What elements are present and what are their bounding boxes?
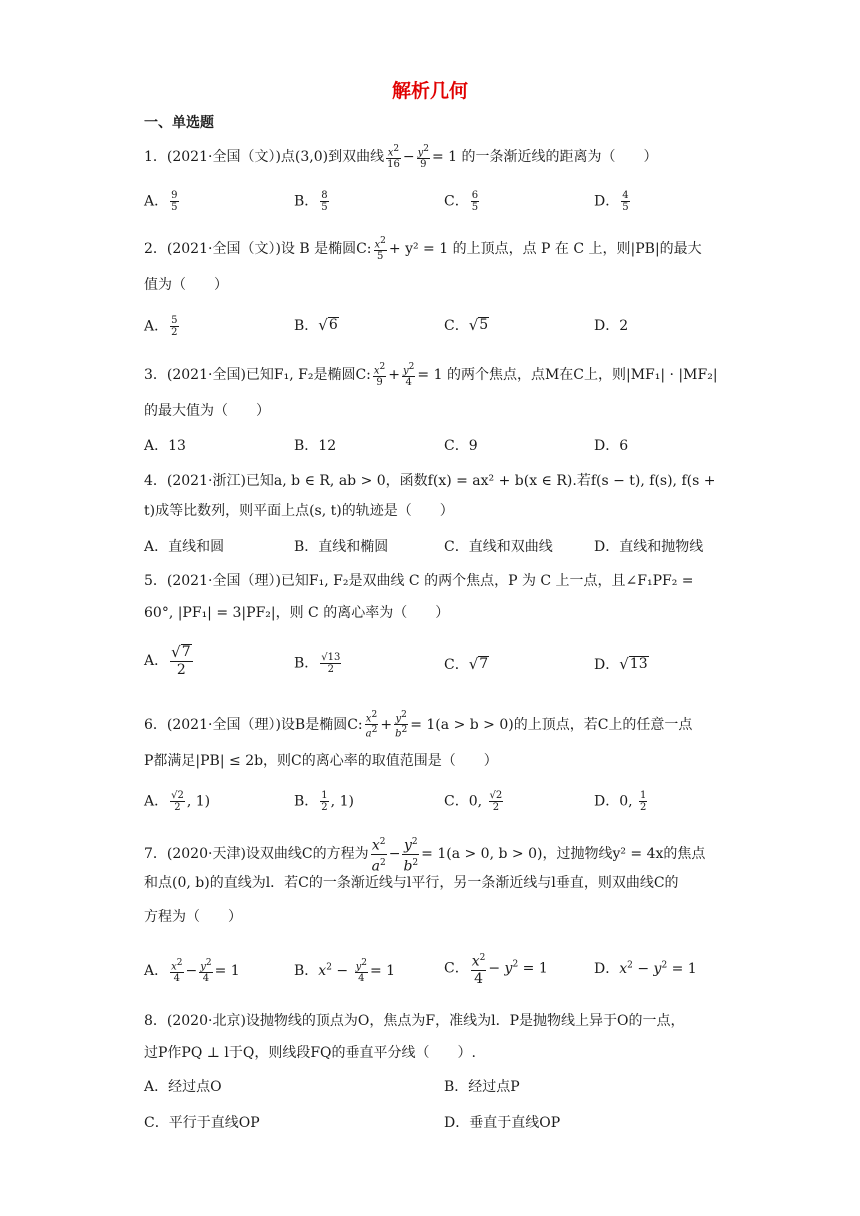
question-8-option-a[interactable]: A．经过点O xyxy=(144,1079,222,1095)
question-2-option-b[interactable]: B． √ 6 xyxy=(294,316,338,334)
question-2-stem-line-2: 值为（ ） xyxy=(144,277,228,293)
question-8-stem-line-2: 过P作PQ ⊥ l于Q，则线段FQ的垂直平分线（ ）. xyxy=(144,1045,476,1061)
question-3-stem-line-2: 的最大值为（ ） xyxy=(144,403,270,419)
question-1-stem: 1．(2021·全国（文）)点(3,0)到双曲线 $\frac{x^2}{16}$ − $\frac{y^2}{9}$ = 1 的一条渐近线的距离为（ ） xyxy=(144,144,658,171)
question-7-option-d[interactable]: D．$x^2 - y^2 = 1$ xyxy=(594,960,697,977)
question-5-stem-line-1: 5．(2021·全国（理）)已知F₁, F₂是双曲线 C 的两个焦点，P 为 C 上一点，且∠F₁PF₂ = xyxy=(144,573,694,589)
section-heading: 一、单选题 xyxy=(144,115,214,131)
question-6-stem-line-2: P都满足|PB| ≤ 2b，则C的离心率的取值范围是（ ） xyxy=(144,753,498,769)
question-7-stem-line-2: 和点(0, b)的直线为l．若C的一条渐近线与l平行，另一条渐近线与l垂直，则双曲线C的 xyxy=(144,875,679,891)
question-2-stem-line-1: 2．(2021·全国（文）)设 B 是椭圆C: $\frac{x^2}{5}$ + y² = 1 的上顶点，点 P 在 C 上，则|PB|的最大 xyxy=(144,236,702,263)
question-3-option-b[interactable]: B．12 xyxy=(294,438,337,454)
question-3-option-c[interactable]: C．9 xyxy=(444,438,478,454)
question-4-option-c[interactable]: C．直线和双曲线 xyxy=(444,539,553,555)
question-7-stem-line-1: 7．(2020·天津)设双曲线C的方程为 $\frac{x^2}{a^2}$ − $\frac{y^2}{b^2}$ = 1(a > 0, b > 0)，过抛物线y² = 4x的焦点 xyxy=(144,834,724,874)
question-7-option-a[interactable]: A． $\frac{x^2}{4}$ − $\frac{y^2}{4}$ = 1 xyxy=(144,958,240,985)
question-7-option-b[interactable]: B．$x^2$ − $\frac{y^2}{4}$ = 1 xyxy=(294,958,396,985)
question-5-stem-line-2: 60°, |PF₁| = 3|PF₂|，则 C 的离心率为（ ） xyxy=(144,605,450,621)
question-3-stem-line-1: 3．(2021·全国)已知F₁, F₂是椭圆C: $\frac{x^2}{9}$ + $\frac{y^2}{4}$ = 1 的两个焦点，点M在C上，则|MF₁| · |MF₂| xyxy=(144,362,718,389)
question-6-stem-line-1: 6．(2021·全国（理）)设B是椭圆C: $\frac{x^2}{a^2}$ + $\frac{y^2}{b^2}$ = 1(a > b > 0)的上顶点，若C上的任意一点 xyxy=(144,710,693,740)
question-3-option-d[interactable]: D．6 xyxy=(594,438,629,454)
question-5-option-a[interactable]: A． √ 7 2 xyxy=(144,643,191,678)
question-6-option-a[interactable]: A． $\frac{√2}{2}$ , 1) xyxy=(144,790,211,813)
question-4-stem-line-2: t)成等比数列，则平面上点(s, t)的轨迹是（ ） xyxy=(144,503,454,519)
question-6-option-c[interactable]: C．0, $\frac{√2}{2}$ xyxy=(444,790,503,813)
question-8-stem-line-1: 8．(2020·北京)设抛物线的顶点为O，焦点为F，准线为l．P是抛物线上异于O的一点， xyxy=(144,1013,685,1029)
question-6-option-d[interactable]: D．0, $\frac{1}{2}$ xyxy=(594,790,647,813)
question-2-option-a[interactable]: A． $\frac{5}{2}$ xyxy=(144,315,178,338)
question-2-option-c[interactable]: C． √ 5 xyxy=(444,316,489,334)
question-5-option-c[interactable]: C． √ 7 xyxy=(444,655,489,673)
question-8-option-b[interactable]: B．经过点P xyxy=(444,1079,520,1095)
question-8-option-c[interactable]: C．平行于直线OP xyxy=(144,1115,260,1131)
question-5-option-b[interactable]: B． $\frac{√13}{2}$ xyxy=(294,652,341,675)
question-4-option-b[interactable]: B．直线和椭圆 xyxy=(294,539,389,555)
question-1-option-c[interactable]: C． $\frac{6}{5}$ xyxy=(444,190,479,213)
question-4-option-d[interactable]: D．直线和抛物线 xyxy=(594,539,704,555)
question-6-option-b[interactable]: B． $\frac{1}{2}$ , 1) xyxy=(294,790,354,813)
question-3-option-a[interactable]: A．13 xyxy=(144,438,186,454)
question-1-option-d[interactable]: D． $\frac{4}{5}$ xyxy=(594,190,629,213)
question-5-option-d[interactable]: D． √ 13 xyxy=(594,655,648,673)
question-2-option-d[interactable]: D．2 xyxy=(594,318,629,334)
question-4-option-a[interactable]: A．直线和圆 xyxy=(144,539,225,555)
page-title: 解析几何 xyxy=(391,80,468,102)
question-4-stem-line-1: 4．(2021·浙江)已知a, b ∈ R, ab > 0，函数f(x) = ax² + b(x ∈ R).若f(s − t), f(s), f(s + xyxy=(144,473,716,489)
question-1-option-a[interactable]: A． $\frac{9}{5}$ xyxy=(144,190,178,213)
question-1-option-b[interactable]: B． $\frac{8}{5}$ xyxy=(294,190,328,213)
question-7-stem-line-3: 方程为（ ） xyxy=(144,909,242,925)
question-7-option-c[interactable]: C． $\frac{x^2}{4}$ − $y^2 = 1$ xyxy=(444,950,548,987)
question-8-option-d[interactable]: D．垂直于直线OP xyxy=(444,1115,561,1131)
